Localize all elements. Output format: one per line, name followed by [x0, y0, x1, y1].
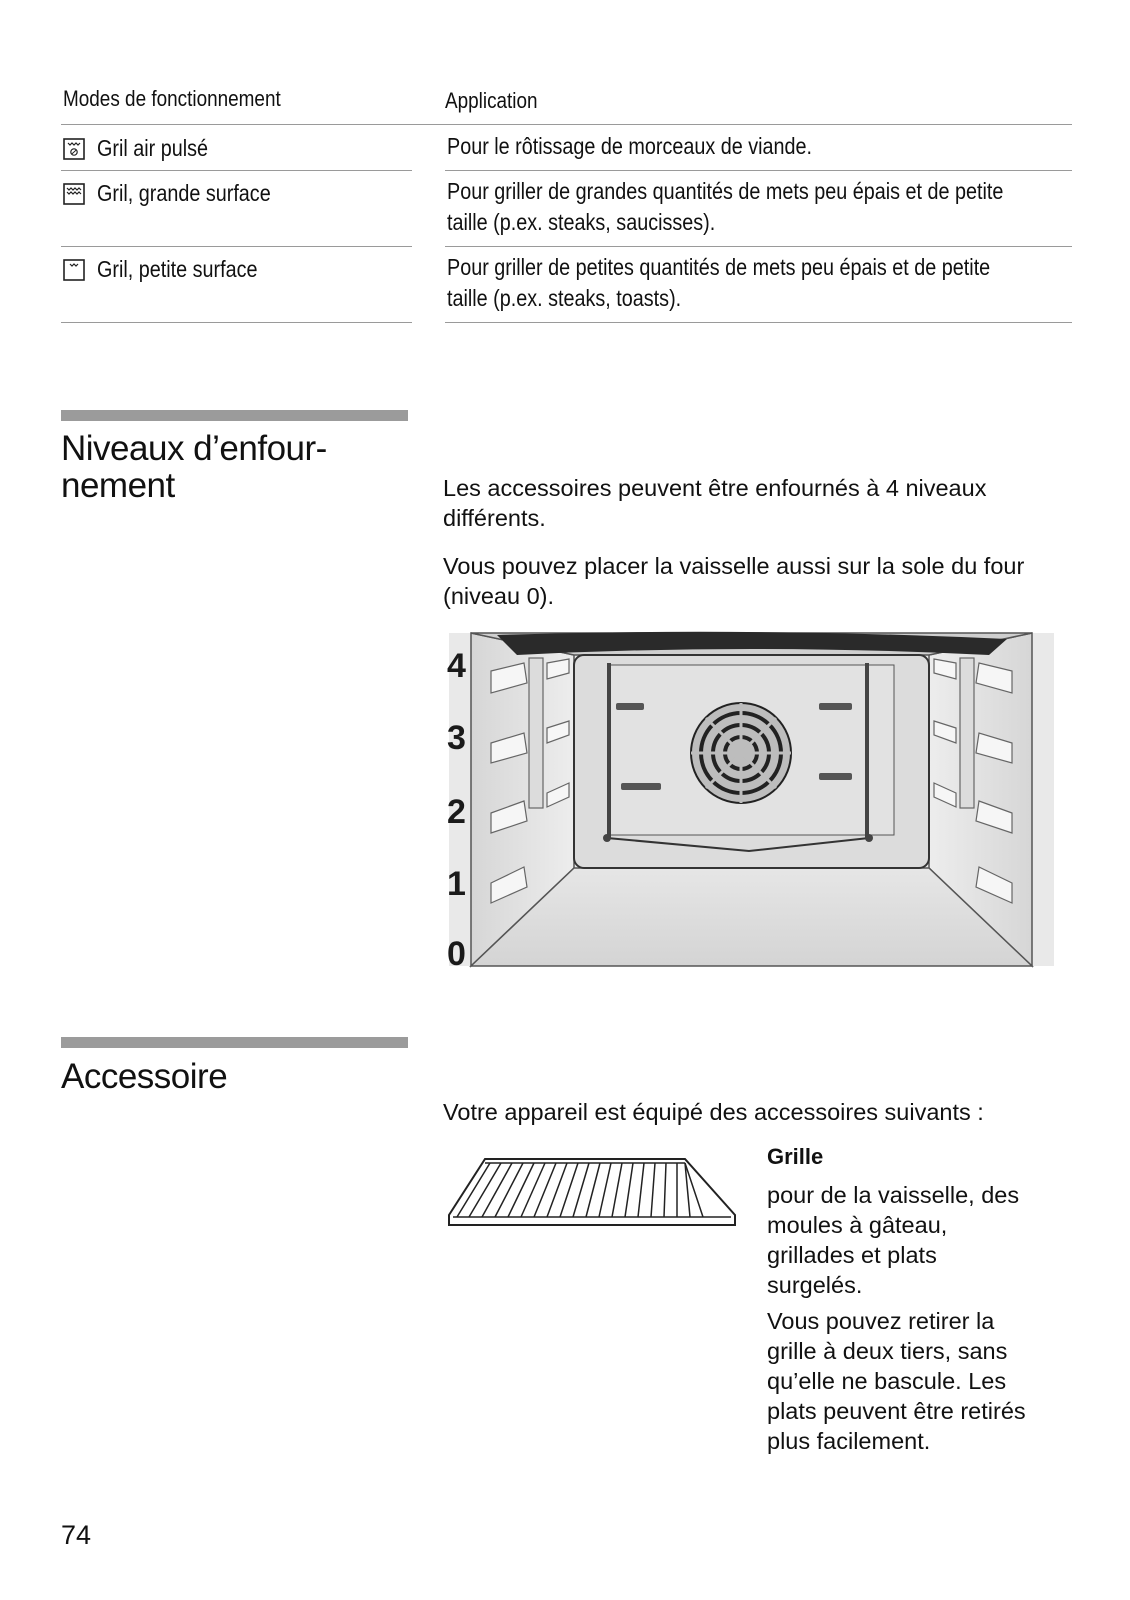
section-title-accessoire: Accessoire [61, 1057, 228, 1096]
section-bar [61, 410, 408, 421]
level-label: 1 [447, 865, 466, 903]
title-line: nement [61, 466, 175, 505]
table-row [61, 246, 1072, 322]
level-label: 0 [447, 935, 466, 973]
application-text [447, 176, 1003, 238]
grill-small-icon [63, 259, 85, 281]
page-number: 74 [61, 1520, 92, 1550]
oven-levels-illustration [447, 633, 1054, 973]
application-line: taille (p.ex. steaks, saucisses). [447, 209, 716, 235]
level-label: 3 [447, 719, 466, 757]
application-line: Pour griller de petites quantités de mets peu épais et de petite [447, 254, 991, 280]
accessoire-intro: Votre appareil est équipé des accessoires suivants : [443, 1099, 984, 1125]
grill-large-icon [63, 183, 85, 205]
accessory-title: Grille [767, 1144, 824, 1169]
wire-rack-icon [445, 1155, 741, 1231]
application-line: taille (p.ex. steaks, toasts). [447, 285, 682, 311]
mode-label: Gril air pulsé [97, 135, 209, 161]
niveaux-para-1: Les accessoires peuvent être enfournés à 4 niveaux différents. [443, 475, 987, 531]
header-modes: Modes de fonctionnement [63, 86, 281, 111]
table-row [61, 125, 1072, 170]
title-line: Niveaux d’enfour- [61, 429, 327, 468]
header-application: Application [445, 88, 538, 113]
accessory-note: Vous pouvez retirer la grille à deux tiers, sans qu’elle ne bascule. Les plats peuvent être retirés plus facilement. [767, 1308, 1026, 1454]
mode-label: Gril, grande surface [97, 180, 271, 206]
level-label: 4 [447, 647, 466, 685]
application-text: Pour le rôtissage de morceaux de viande. [447, 133, 813, 159]
table-row [61, 170, 1072, 246]
section-bar [61, 1037, 408, 1048]
section-title-niveaux [61, 430, 327, 504]
application-text [447, 252, 990, 314]
accessory-description: pour de la vaisselle, des moules à gâteau, grillades et plats surgelés. [767, 1182, 1020, 1298]
mode-label: Gril, petite surface [97, 256, 258, 282]
application-line: Pour griller de grandes quantités de mets peu épais et de petite [447, 178, 1004, 204]
level-label: 2 [447, 793, 466, 831]
grill-fan-icon [63, 138, 85, 160]
niveaux-para-2: Vous pouvez placer la vaisselle aussi sur la sole du four (niveau 0). [443, 553, 1025, 609]
operating-modes-table [61, 82, 1072, 322]
table-header [61, 82, 1072, 125]
